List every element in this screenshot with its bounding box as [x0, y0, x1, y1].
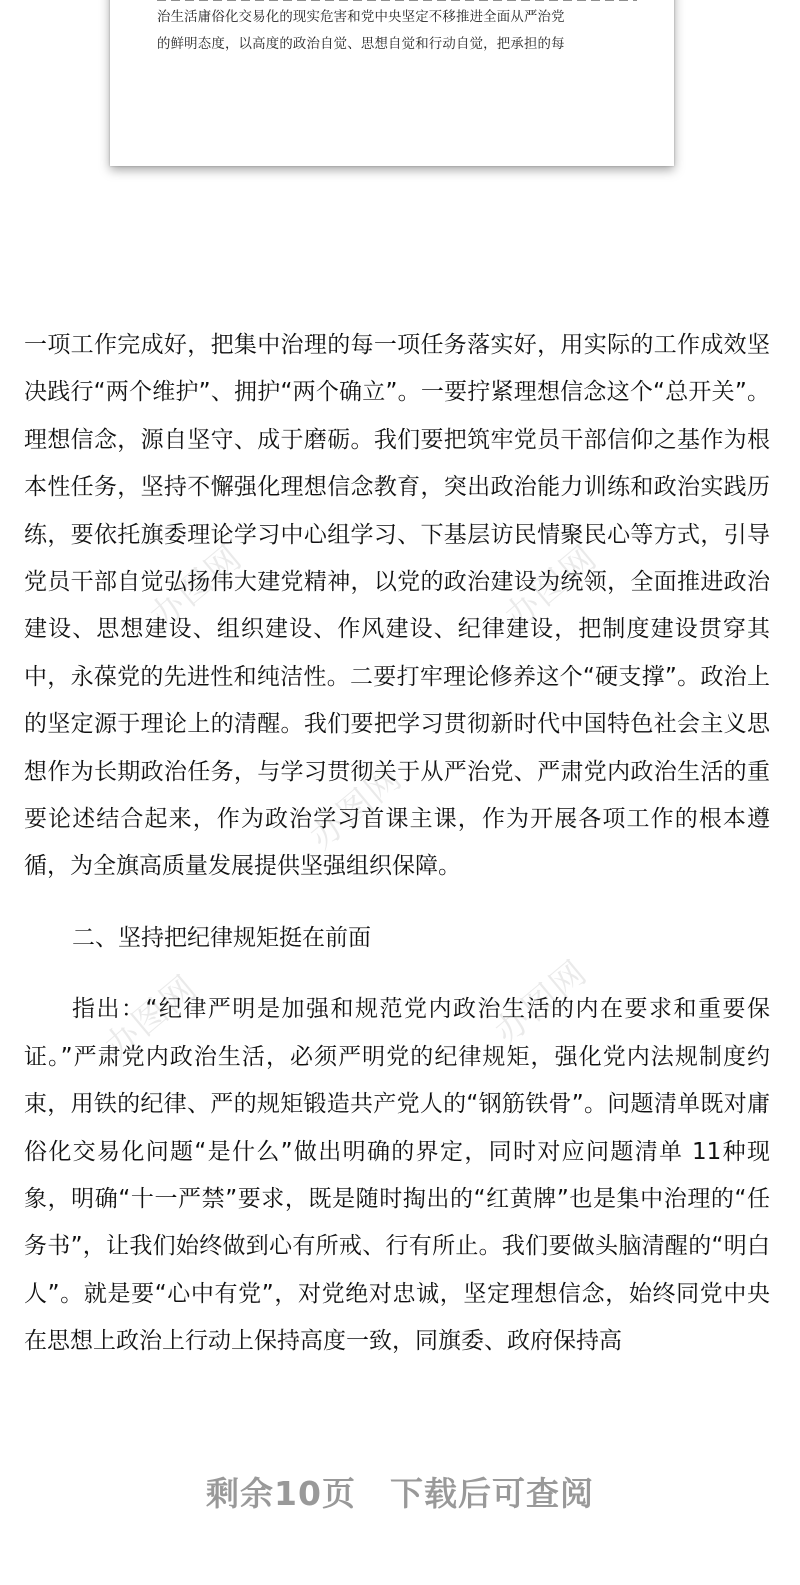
paragraph: 指出：“纪律严明是加强和规范党内政治生活的内在要求和重要保证。”严肃党内政治生活，必须严明党的纪律规矩，强化党内法规制度约束，用铁的纪律、严的规矩锻造共产党人的“钢筋铁骨”。问题清单既对庸俗化交易化问题“是什么”做出明确的界定，同时对应问题清单 11种现象，明确“十一严禁”要求，既是随时掏出的“红黄牌”也是集中治理的“任务书”，让我们始终做到心有所戒、行有所止。我们要做头脑清醒的“明白人”。就是要“心中有党”，对党绝对忠诚，坚定理想信念，始终同党中央在思想上政治上行动上保持高度一致，同旗委、政府保持高 [24, 996, 770, 1355]
preview-line: 治生活庸俗化交易化的现实危害和党中央坚定不移推进全面从严治党 [157, 10, 565, 25]
watermark: 办图网 [497, 537, 606, 638]
preview-line: 的鲜明态度，以高度的政治自觉、思想自觉和行动自觉，把承担的每 [157, 37, 565, 52]
watermark: 办图网 [142, 537, 251, 638]
paragraph: 一项工作完成好，把集中治理的每一项任务落实好，用实际的工作成效坚决践行“两个维护”、拥护“两个确立”。一要拧紧理想信念这个“总开关”。理想信念，源自坚守、成于磨砺。我们要把筑牢党员干部信仰之基作为根本性任务，坚持不懈强化理想信念教育，突出政治能力训练和政治实践历练，要依托旗委理论学习中心组学习、下基层访民情聚民心等方式，引导党员干部自觉弘扬伟大建党精神，以党的政治建设为统领，全面推进政治建设、思想建设、组织建设、作风建设、纪律建设，把制度建设贯穿其中，永葆党的先进性和纯洁性。二要打牢理论修养这个“硬支撑”。政治上的坚定源于理论上的清醒。我们要把学习贯彻新时代中国特色社会主义思想作为长期政治任务，与学习贯彻关于从严治党、严肃党内政治生活的重要论述结合起来，作为政治学习首课主课，作为开展各项工作的根本遵循，为全旗高质量发展提供坚强组织保障。 [24, 332, 770, 880]
preview-card [110, 0, 674, 166]
document-body [24, 322, 770, 1366]
watermark: 办图网 [97, 967, 206, 1068]
watermark: 办图网 [302, 757, 411, 858]
preview-cut-line [157, 0, 637, 1]
section-heading: 二、坚持把纪律规矩挺在前面 [72, 924, 371, 951]
preview-text [157, 4, 637, 58]
watermark: 办图网 [487, 952, 596, 1053]
remaining-pages-notice[interactable]: 剩余10页 下载后可查阅 [206, 1474, 594, 1513]
